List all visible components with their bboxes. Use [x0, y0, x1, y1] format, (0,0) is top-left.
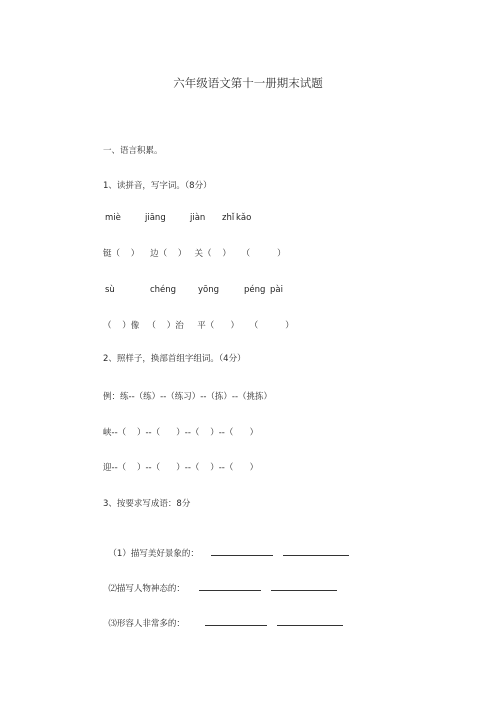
pinyin: sù	[105, 285, 115, 295]
idiom-item-label: （1）描写美好景象的：	[108, 549, 199, 559]
answer-row-2: （ ）像 （ ）治 平（ ） （ ）	[103, 321, 294, 331]
pinyin: zhǐ	[222, 213, 235, 223]
answer-blank[interactable]	[277, 616, 343, 626]
pinyin: jiàn	[190, 213, 206, 223]
pinyin: kǎo	[236, 213, 252, 223]
pinyin: yōng	[198, 285, 220, 295]
idiom-item-label: ⑵描写人物神态的：	[108, 584, 185, 594]
answer-blank[interactable]	[205, 616, 267, 626]
question-1: 1、读拼音，写字词。（8分）	[103, 181, 212, 191]
answer-blank[interactable]	[211, 546, 273, 556]
section-heading-1: 一、语言积累。	[103, 146, 163, 156]
idiom-item-label: ⑶形容人非常多的：	[108, 619, 185, 629]
pinyin: péng	[244, 285, 266, 295]
answer-row-1: 铤（ ） 边（ ） 关（ ） （ ）	[103, 249, 286, 259]
question-3: 3、按要求写成语：8分	[103, 499, 191, 509]
answer-blank[interactable]	[283, 546, 349, 556]
idiom-item	[103, 569, 337, 595]
page-title: 六年级语文第十一册期末试题	[173, 76, 323, 90]
pinyin: chéng	[150, 285, 177, 295]
pinyin: miè	[105, 213, 121, 223]
idiom-item	[103, 604, 343, 630]
question-2: 2、照样子，换部首组字组词。（4分）	[103, 354, 246, 364]
example-line: 例：练--（练）--（练习）--（拣）--（挑拣）	[103, 392, 273, 402]
pinyin: jiāng	[145, 213, 166, 223]
answer-blank[interactable]	[199, 581, 261, 591]
answer-row-a: 峡--（ ）--（ ）--（ ）--（ ）	[103, 428, 259, 438]
idiom-item	[103, 534, 349, 560]
answer-row-b: 迎--（ ）--（ ）--（ ）--（ ）	[103, 463, 259, 473]
pinyin: pài	[270, 285, 283, 295]
answer-blank[interactable]	[271, 581, 337, 591]
